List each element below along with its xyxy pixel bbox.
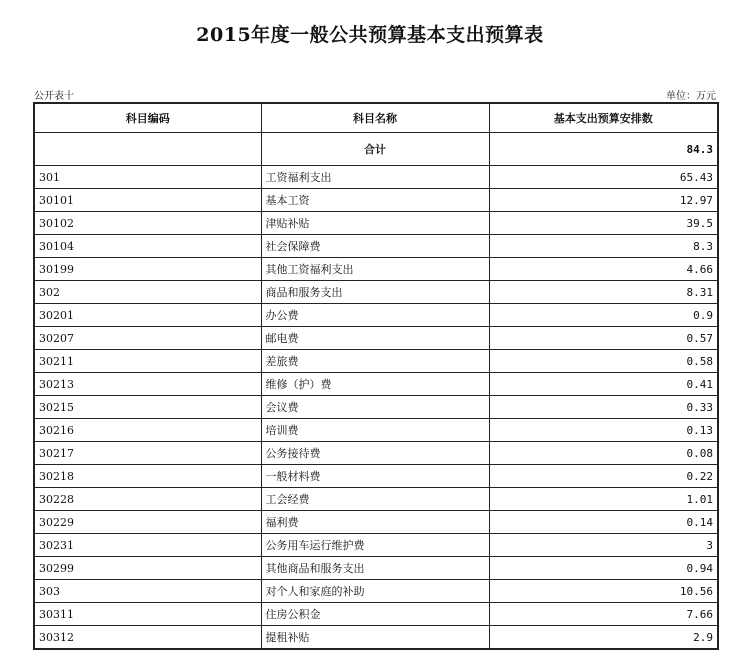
subject-name-cell: 商品和服务支出 [261,281,489,304]
subject-name-cell: 会议费 [261,396,489,419]
subject-code-cell: 30231 [34,534,261,557]
column-header-amount: 基本支出预算安排数 [489,103,718,133]
amount-cell: 12.97 [489,189,718,212]
subject-name-cell: 公务用车运行维护费 [261,534,489,557]
table-row [34,442,718,465]
amount-cell: 7.66 [489,603,718,626]
subject-name-cell: 办公费 [261,304,489,327]
unit-label: 单位：万元 [666,91,716,102]
subject-code-cell: 30215 [34,396,261,419]
subject-code-cell: 30311 [34,603,261,626]
budget-table [33,102,719,650]
subject-code-cell: 30218 [34,465,261,488]
subject-code-cell: 30102 [34,212,261,235]
subject-name-cell: 邮电费 [261,327,489,350]
total-label-cell: 合计 [261,133,489,166]
table-row [34,488,718,511]
table-row [34,327,718,350]
subject-name-cell: 工资福利支出 [261,166,489,189]
column-header-code: 科目编码 [34,103,261,133]
total-row [34,133,718,166]
subject-code-cell: 30199 [34,258,261,281]
table-row [34,534,718,557]
subject-name-cell: 其他工资福利支出 [261,258,489,281]
table-row [34,511,718,534]
amount-cell: 8.31 [489,281,718,304]
subject-code-cell: 30229 [34,511,261,534]
subject-code-cell: 30207 [34,327,261,350]
subject-name-cell: 培训费 [261,419,489,442]
form-number: 公开表十 [34,91,74,102]
table-row [34,419,718,442]
subject-name-cell: 福利费 [261,511,489,534]
table-row [34,626,718,650]
subject-code-cell: 30104 [34,235,261,258]
subject-name-cell: 公务接待费 [261,442,489,465]
table-row [34,580,718,603]
table-row [34,281,718,304]
amount-cell: 0.41 [489,373,718,396]
amount-cell: 8.3 [489,235,718,258]
table-row [34,235,718,258]
subject-code-cell: 30228 [34,488,261,511]
subject-name-cell: 一般材料费 [261,465,489,488]
amount-cell: 1.01 [489,488,718,511]
amount-cell: 2.9 [489,626,718,650]
table-header-row [34,103,718,133]
subject-name-cell: 其他商品和服务支出 [261,557,489,580]
total-value-cell: 84.3 [489,133,718,166]
subject-code-cell: 30101 [34,189,261,212]
amount-cell: 0.14 [489,511,718,534]
subject-code-cell: 30312 [34,626,261,650]
amount-cell: 65.43 [489,166,718,189]
amount-cell: 0.9 [489,304,718,327]
subject-code-cell: 303 [34,580,261,603]
subject-name-cell: 基本工资 [261,189,489,212]
table-row [34,465,718,488]
table-row [34,373,718,396]
subject-name-cell: 维修（护）费 [261,373,489,396]
subject-name-cell: 工会经费 [261,488,489,511]
subject-name-cell: 差旅费 [261,350,489,373]
subject-name-cell: 住房公积金 [261,603,489,626]
table-row [34,258,718,281]
column-header-name: 科目名称 [261,103,489,133]
subject-code-cell: 302 [34,281,261,304]
amount-cell: 0.08 [489,442,718,465]
table-row [34,304,718,327]
subject-code-cell: 30299 [34,557,261,580]
amount-cell: 0.58 [489,350,718,373]
subject-name-cell: 津贴补贴 [261,212,489,235]
table-row [34,166,718,189]
subject-code-cell: 30217 [34,442,261,465]
amount-cell: 10.56 [489,580,718,603]
amount-cell: 0.94 [489,557,718,580]
subject-code-cell: 30216 [34,419,261,442]
subject-name-cell: 提租补贴 [261,626,489,650]
amount-cell: 39.5 [489,212,718,235]
amount-cell: 0.22 [489,465,718,488]
table-row [34,557,718,580]
table-row [34,396,718,419]
total-code-cell [34,133,261,166]
amount-cell: 0.57 [489,327,718,350]
subject-code-cell: 30201 [34,304,261,327]
table-row [34,212,718,235]
table-row [34,603,718,626]
amount-cell: 3 [489,534,718,557]
subject-code-cell: 301 [34,166,261,189]
subject-name-cell: 对个人和家庭的补助 [261,580,489,603]
table-row [34,350,718,373]
amount-cell: 4.66 [489,258,718,281]
amount-cell: 0.33 [489,396,718,419]
subject-code-cell: 30213 [34,373,261,396]
subject-name-cell: 社会保障费 [261,235,489,258]
table-row [34,189,718,212]
subject-code-cell: 30211 [34,350,261,373]
amount-cell: 0.13 [489,419,718,442]
page-title: 2015年度一般公共预算基本支出预算表 [196,24,544,46]
